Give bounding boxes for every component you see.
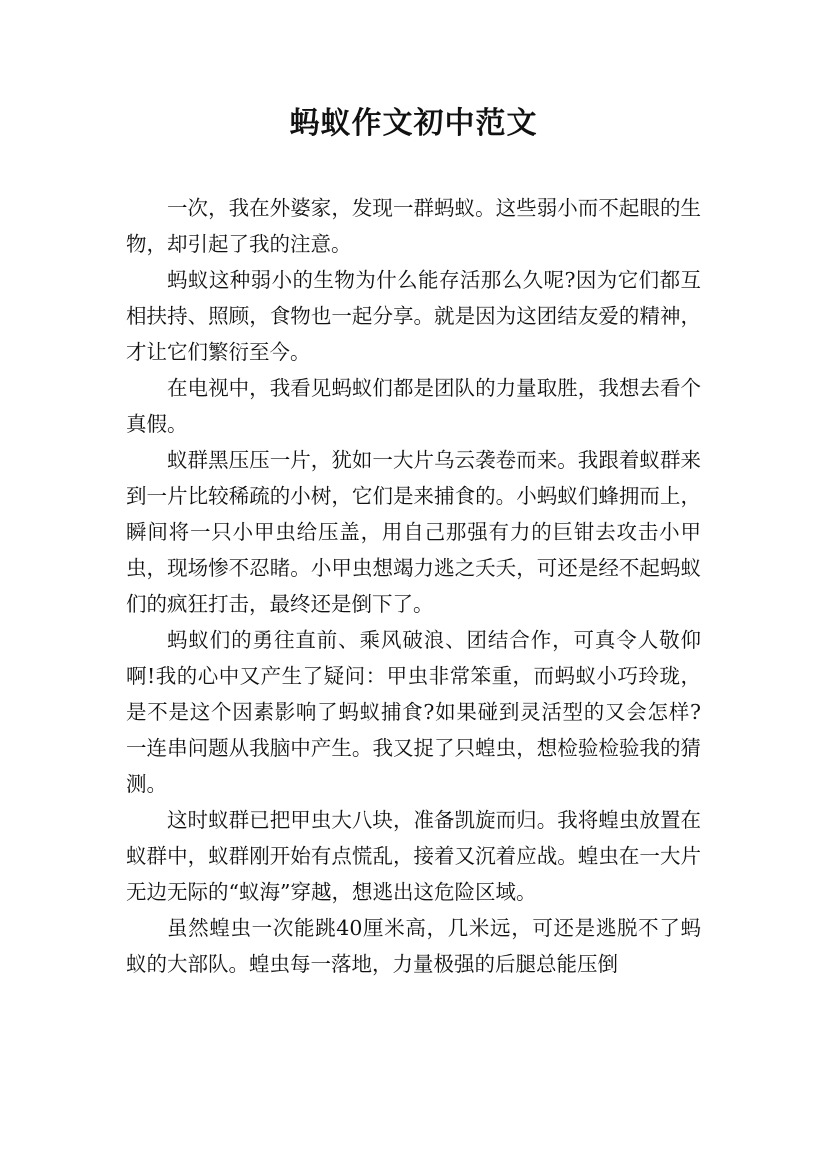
paragraph-2: 蚂蚁这种弱小的生物为什么能存活那么久呢?因为它们都互相扶持、照顾，食物也一起分享。就是因为这团结友爱的精神，才让它们繁衍至今。 xyxy=(126,268,701,364)
paragraph-3: 在电视中，我看见蚂蚁们都是团队的力量取胜，我想去看个真假。 xyxy=(126,376,701,436)
paragraph-5: 蚂蚁们的勇往直前、乘风破浪、团结合作，可真令人敬仰啊!我的心中又产生了疑问：甲虫非常笨重，而蚂蚁小巧玲珑，是不是这个因素影响了蚂蚁捕食?如果碰到灵活型的又会怎样?一连串问题从我脑中产生。我又捉了只蝗虫，想检验检验我的猜测。 xyxy=(126,628,701,796)
paragraph-7: 虽然蝗虫一次能跳40厘米高，几米远，可还是逃脱不了蚂蚁的大部队。蝗虫每一落地，力量极强的后腿总能压倒 xyxy=(126,916,701,976)
document-body xyxy=(126,190,701,982)
paragraph-4: 蚁群黑压压一片，犹如一大片乌云袭卷而来。我跟着蚁群来到一片比较稀疏的小树，它们是来捕食的。小蚂蚁们蜂拥而上，瞬间将一只小甲虫给压盖，用自己那强有力的巨钳去攻击小甲虫，现场惨不忍睹。小甲虫想竭力逃之夭夭，可还是经不起蚂蚁们的疯狂打击，最终还是倒下了。 xyxy=(126,448,701,616)
document-title: 蚂蚁作文初中范文 xyxy=(289,106,538,141)
paragraph-6: 这时蚁群已把甲虫大八块，准备凯旋而归。我将蝗虫放置在蚁群中，蚁群刚开始有点慌乱，接着又沉着应战。蝗虫在一大片无边无际的“蚁海”穿越，想逃出这危险区域。 xyxy=(126,808,701,904)
paragraph-1: 一次，我在外婆家，发现一群蚂蚁。这些弱小而不起眼的生物，却引起了我的注意。 xyxy=(126,196,701,256)
